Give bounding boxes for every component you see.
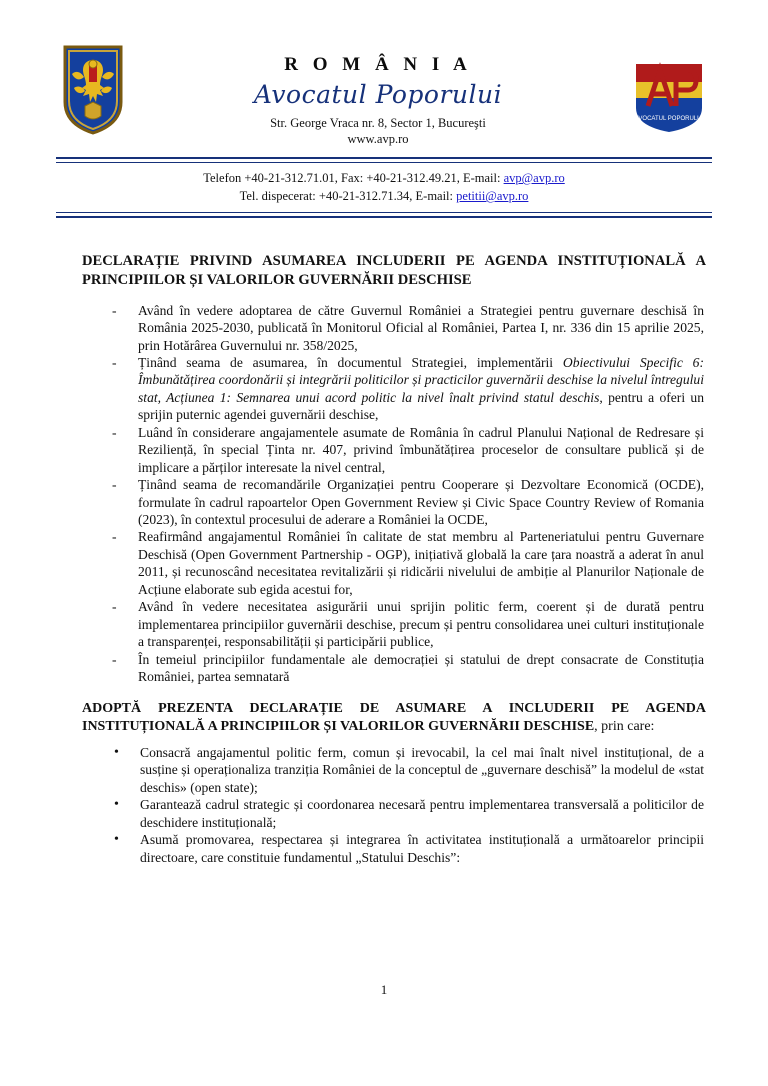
list-item [108, 424, 704, 476]
commitments-list [56, 744, 712, 866]
list-item [108, 796, 704, 831]
country-name: R O M Â N I A [284, 54, 472, 75]
list-marker: - [112, 477, 117, 493]
list-item [108, 651, 704, 686]
adopts-tail-text: , prin care: [594, 718, 655, 734]
list-item-text: Ținând seama de asumarea, în documentul Strategiei, implementării Obiectivului Specific 6: Îmbunătățirea coordonării și integrării politicilor și practicilor guvernării deschise la nivelul întregului stat, Acțiunea 1: Semnarea unui acord politic la nivel înalt privind statul deschis, pentru a oferi un sprijin puternic agendei guvernării deschise, [138, 354, 705, 423]
list-item [108, 831, 704, 866]
email-link-avp[interactable]: avp@avp.ro [503, 171, 565, 185]
list-item [108, 598, 704, 650]
institution-website: www.avp.ro [347, 132, 409, 146]
header-divider-bottom [56, 212, 712, 218]
contact-line-2-text: Tel. dispecerat: +40-21-312.71.34, E-mail: [239, 189, 457, 204]
bullet-marker: • [114, 744, 119, 760]
institution-address: Str. George Vraca nr. 8, Sector 1, Bucureşti [270, 116, 486, 130]
list-item [108, 302, 704, 354]
list-item-text: Având în vedere adoptarea de către Guvernul României a Strategiei pentru guvernare deschisă în România 2025-2030, publicată în Monitorul Oficial al României, Partea I, nr. 336 din 15 aprilie 2025, prin Hotărârea Guvernului nr. 358/2025, [138, 302, 704, 353]
contact-block [56, 169, 712, 205]
letterhead [56, 44, 712, 147]
contact-line-1-text: Telefon +40-21-312.71.01, Fax: +40-21-312.49.21, E-mail: [203, 171, 504, 185]
list-item-text: Luând în considerare angajamentele asumate de România în cadrul Planului Național de Redresare și Reziliență, în special Ținta nr. 407, privind îmbunătățirea proceselor de consultare publică și de implicare a părților interesate la nivel central, [138, 424, 704, 475]
list-marker: - [112, 354, 117, 370]
avocatul-poporului-logo-icon [632, 58, 706, 134]
page-number: 1 [380, 982, 388, 997]
list-item-text: Garantează cadrul strategic și coordonarea necesară pentru implementarea transversală a politicilor de deschidere instituțională; [140, 797, 704, 830]
list-item-text: În temeiul principiilor fundamentale ale democrației și statului de drept consacrate de Constituția României, partea semnatară [138, 651, 704, 685]
list-item-text: Consacră angajamentul politic ferm, comun și irevocabil, la cel mai înalt nivel instituțional, de a susține și operaționaliza tranziția României de la conceptul de „guvernare deschisă” la modelul de «stat deschis» (open state); [140, 744, 704, 795]
email-link-petitii[interactable]: petitii@avp.ro [456, 189, 529, 204]
page-title: DECLARAȚIE PRIVIND ASUMAREA INCLUDERII PE AGENDA INSTITUȚIONALĂ A PRINCIPIILOR ȘI VALORILOR GUVERNĂRII DESCHISE [82, 253, 706, 288]
contact-line-1 [56, 169, 712, 187]
contact-line-2 [56, 187, 712, 205]
list-item-text: Având în vedere necesitatea asigurării unui sprijin politic ferm, coerent și de durată pentru implementarea principiilor guvernării deschise, precum și pentru consolidarea unei culturi instituționale a transparenței, responsabilității și participării publice, [138, 599, 704, 650]
svg-text:AVOCATUL POPORULUI: AVOCATUL POPORULUI [634, 116, 704, 122]
adopts-bold-text: ADOPTĂ PREZENTA DECLARAȚIE DE ASUMARE A INCLUDERII PE AGENDA INSTITUȚIONALĂ A PRINCIPIILOR ȘI VALORILOR GUVERNĂRII DESCHISE [82, 700, 706, 734]
list-item-text: Asumă promovarea, respectarea și integrarea în activitatea instituțională a următoarelor principii directoare, care constituie fundamentul „Statului Deschis”: [140, 832, 704, 865]
adopts-paragraph [56, 700, 712, 736]
list-item [108, 476, 704, 528]
list-marker: - [112, 302, 117, 318]
list-marker: - [112, 529, 117, 545]
romania-coat-of-arms-icon [62, 44, 124, 136]
list-item [108, 744, 704, 796]
letterhead-center [124, 44, 632, 147]
list-marker: - [112, 424, 117, 440]
list-item [108, 528, 704, 598]
bullet-marker: • [114, 832, 119, 848]
list-item-text: Reafirmând angajamentul României în calitate de stat membru al Parteneriatului pentru Guvernare Deschisă (Open Government Partnership - OGP), inițiativă globală la care țara noastră a aderat în anul 2011, și recunoscând necesitatea revitalizării și ridicării nivelului de ambiție al Planurilor Naționale de Acțiune elaborate sub egida acestui for, [138, 529, 704, 597]
list-marker: - [112, 651, 117, 667]
list-marker: - [112, 599, 117, 615]
bullet-marker: • [114, 797, 119, 813]
preamble-list [56, 302, 712, 686]
header-divider-top [56, 157, 712, 163]
list-item-text: Ținând seama de recomandările Organizației pentru Cooperare și Dezvoltare Economică (OCDE), formulate în cadrul rapoartelor Open Government Review și Civic Space Country Review of Romania (2023), în contextul procesului de aderare a României la OCDE, [138, 477, 704, 528]
institution-name: Avocatul Poporului [253, 80, 503, 109]
list-item [108, 354, 704, 424]
